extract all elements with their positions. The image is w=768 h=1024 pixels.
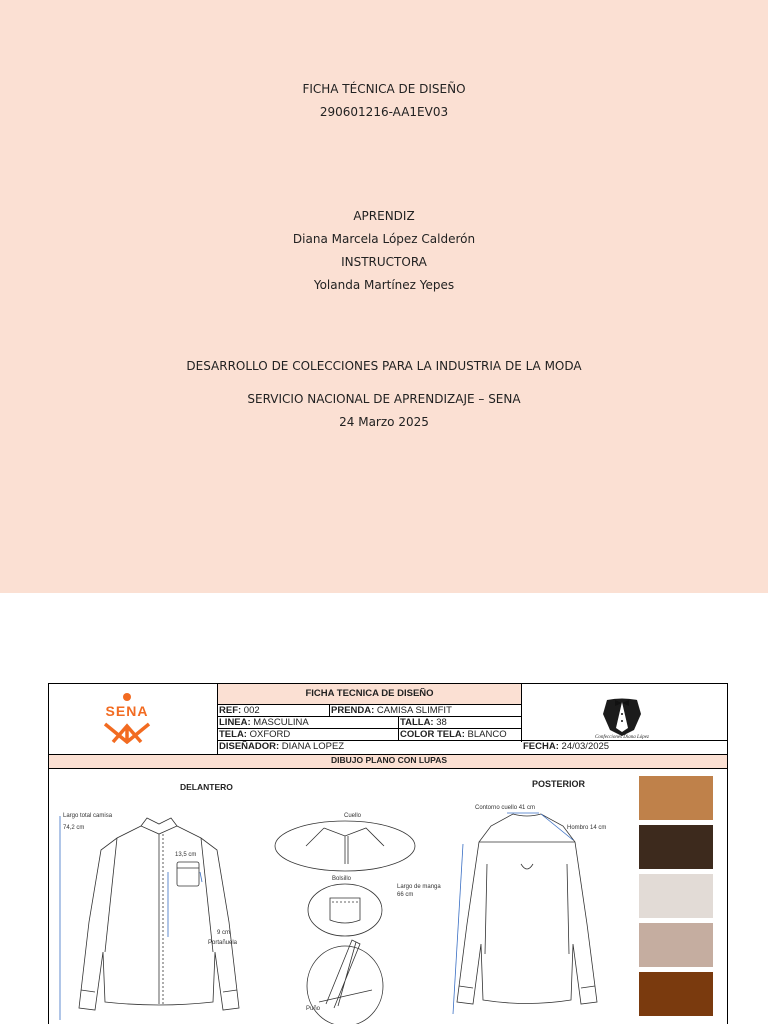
puno-label: Puño [306,1006,321,1012]
detail-magnifiers [274,814,419,1024]
brand-logo-text: Confecciones Diana López [595,735,649,740]
front-view-label: DELANTERO [180,782,233,792]
cuello-label: Cuello [344,813,362,819]
fecha-cell: FECHA: 24/03/2025 [523,741,610,752]
sena-logo [97,692,157,744]
portanuela-size: 9 cm [217,930,231,936]
front-shirt-drawing [59,812,269,1024]
disenador-cell: DISEÑADOR: DIANA LOPEZ [219,741,345,752]
apprentice-label: APRENDIZ [353,209,415,223]
back-view-label: POSTERIOR [532,779,586,789]
color-swatch-1 [639,776,713,820]
section-title: DIBUJO PLANO CON LUPAS [330,755,448,765]
back-shirt-drawing [427,804,627,1024]
hombro-label: Hombro 14 cm [567,825,607,831]
talla-cell: TALLA: 38 [400,717,447,728]
instructor-name: Yolanda Martínez Yepes [313,278,455,292]
apprentice-name: Diana Marcela López Calderón [292,232,476,246]
bolsillo-size: 13,5 cm [175,852,197,858]
prenda-cell: PRENDA: CAMISA SLIMFIT [331,705,452,716]
largo-manga-value: 66 cm [397,892,414,898]
instructor-label: INSTRUCTORA [341,255,427,269]
technical-sheet [48,683,728,1024]
institution-name: SERVICIO NACIONAL DE APRENDIZAJE – SENA [247,392,521,406]
color-tela-cell: COLOR TELA: BLANCO [400,729,507,740]
cover-title: FICHA TÉCNICA DE DISEÑO [302,82,466,96]
brand-logo [577,692,667,742]
color-swatch-2 [639,825,713,869]
color-swatch-5 [639,972,713,1016]
sheet-title: FICHA TECNICA DE DISEÑO [305,688,434,699]
largo-total-value: 74,2 cm [63,825,85,831]
sena-logo-text: SENA [105,703,149,719]
course-name: DESARROLLO DE COLECCIONES PARA LA INDUSTRIA DE LA MODA [186,359,582,373]
portanuela-label: Portañuela [208,940,238,946]
bolsillo-label: Bolsillo [332,876,352,882]
cover-code: 290601216-AA1EV03 [319,105,449,119]
tela-cell: TELA: OXFORD [219,729,291,740]
linea-cell: LINEA: MASCULINA [219,717,309,728]
largo-total-label: Largo total camisa [63,813,113,819]
cover-date: 24 Marzo 2025 [339,415,429,429]
color-swatch-3 [639,874,713,918]
contorno-cuello-label: Contorno cuello 41 cm [475,805,536,811]
color-swatch-4 [639,923,713,967]
ref-cell: REF: 002 [219,705,260,716]
largo-manga-label: Largo de manga [397,884,441,890]
